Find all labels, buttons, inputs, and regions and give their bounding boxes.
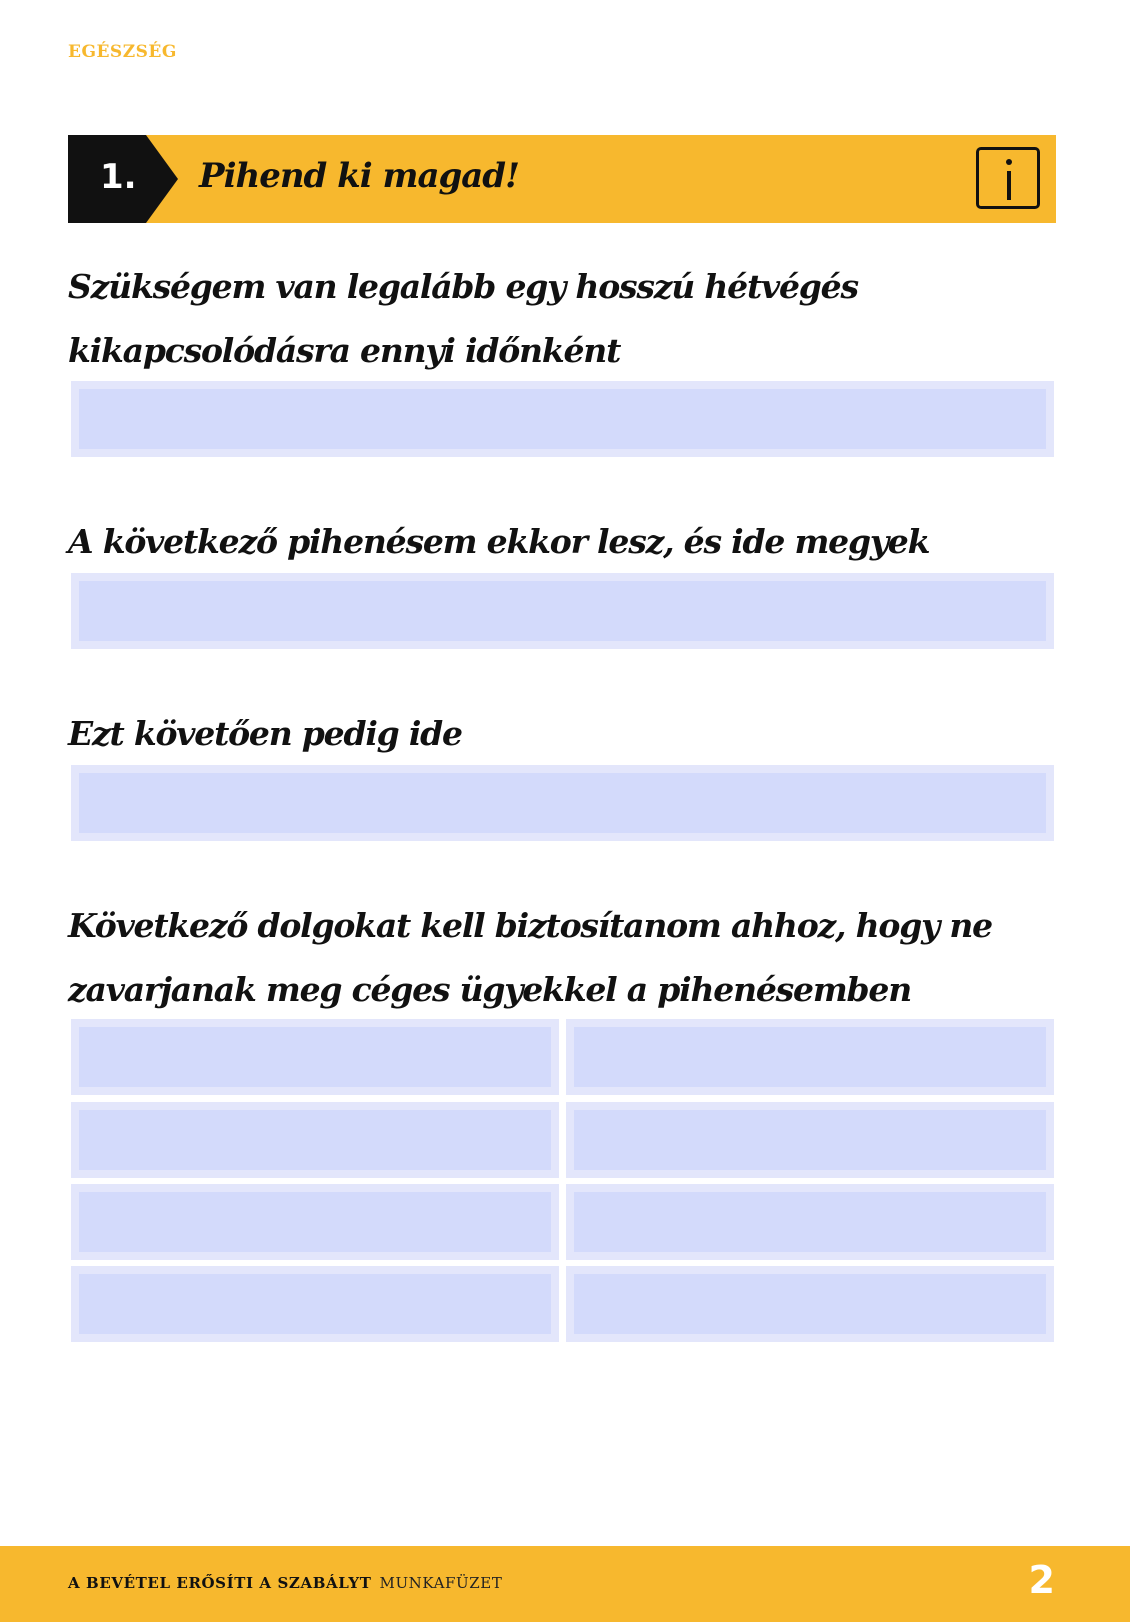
question-rest-frequency: Szükségem van legalább egy hosszú hétvégés kikapcsolódásra ennyi időnként (68, 267, 858, 370)
answer-field-requirements-1[interactable] (71, 1019, 559, 1095)
footer-title-bold: A BEVÉTEL ERŐSÍTI A SZABÁLYT (68, 1574, 372, 1592)
section-number: 1. (100, 157, 137, 197)
footer-title-light: MUNKAFÜZET (379, 1574, 503, 1592)
footer-title (68, 1574, 502, 1592)
category-label: EGÉSZSÉG (68, 42, 177, 62)
answer-field-requirements-5[interactable] (71, 1184, 559, 1260)
info-icon (976, 147, 1040, 209)
question-requirements: Következő dolgokat kell biztosítanom ahhoz, hogy ne zavarjanak meg céges ügyekkel a pihenésemben (68, 906, 992, 1009)
question-next-rest: A következő pihenésem ekkor lesz, és ide megyek (68, 522, 930, 561)
question-after-that: Ezt követően pedig ide (68, 714, 462, 753)
answer-field-requirements-6[interactable] (566, 1184, 1054, 1260)
page-number: 2 (1028, 1558, 1055, 1602)
answer-field-next-rest[interactable] (71, 573, 1054, 649)
answer-field-requirements-7[interactable] (71, 1266, 559, 1342)
section-number-badge (68, 135, 178, 223)
footer-bar (0, 1546, 1130, 1622)
answer-field-requirements-2[interactable] (566, 1019, 1054, 1095)
answer-field-requirements-8[interactable] (566, 1266, 1054, 1342)
answer-field-requirements-4[interactable] (566, 1102, 1054, 1178)
answer-field-after-that[interactable] (71, 765, 1054, 841)
answer-field-rest-frequency[interactable] (71, 381, 1054, 457)
section-banner (68, 135, 1056, 223)
answer-field-requirements-3[interactable] (71, 1102, 559, 1178)
section-title: Pihend ki magad! (199, 156, 519, 196)
